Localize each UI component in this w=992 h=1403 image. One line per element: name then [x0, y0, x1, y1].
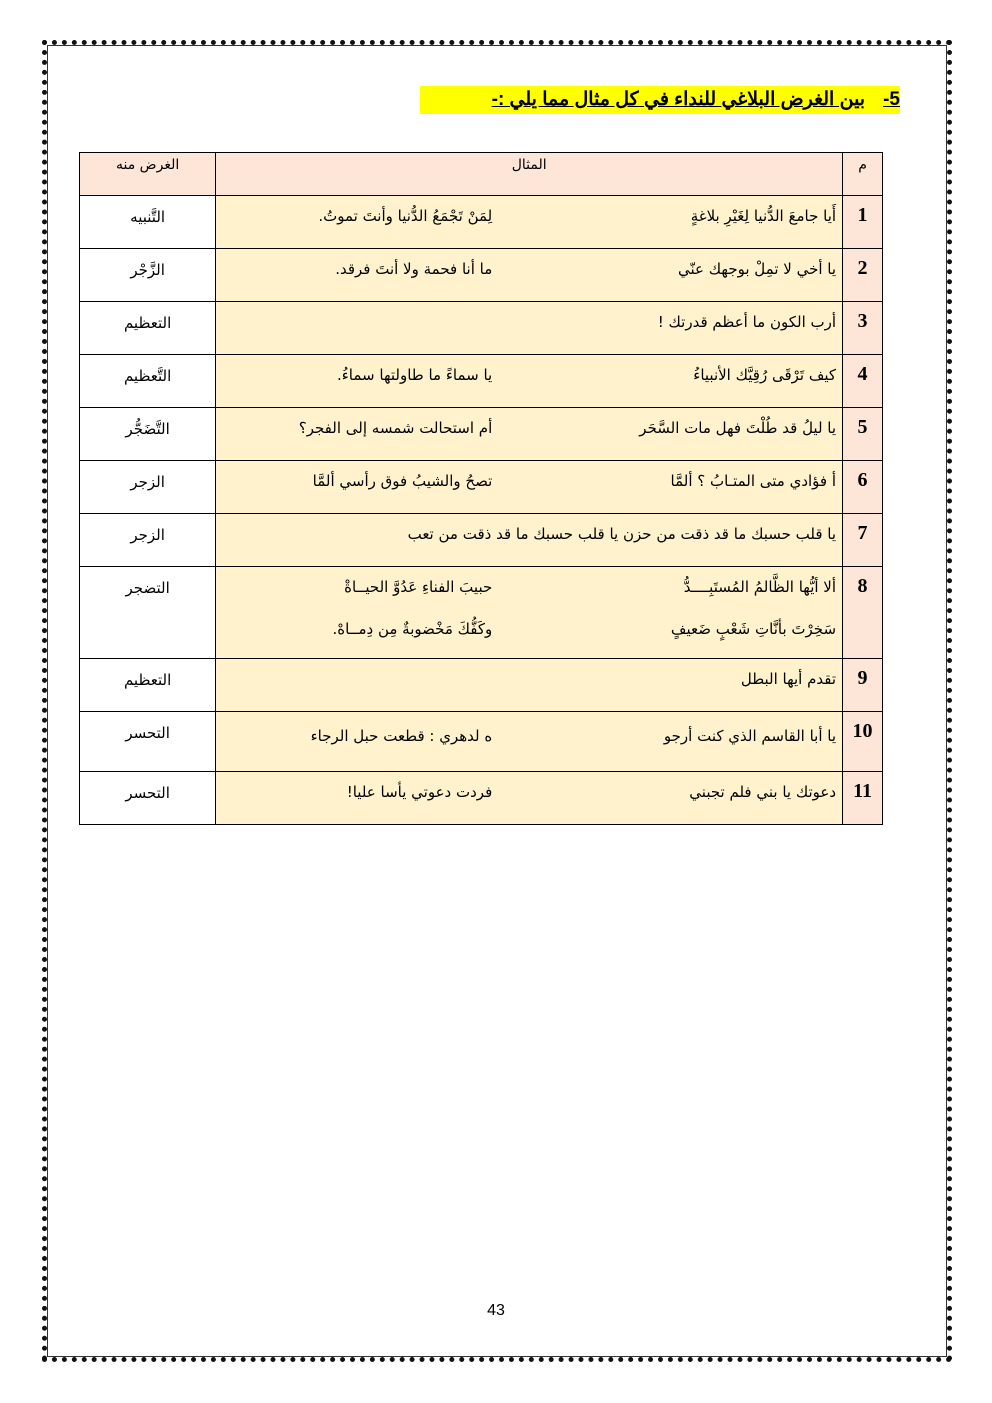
row-index: 9: [843, 659, 883, 712]
example-text: أرب الكون ما أعظم قدرتك !: [657, 313, 837, 331]
hemistich-second: فردت دعوتي يأسا عليا!: [346, 783, 493, 801]
row-purpose: التَّضَجُّر: [80, 408, 216, 461]
table-row: [80, 567, 883, 659]
row-purpose: التَّعظيم: [80, 355, 216, 408]
exercise-title: بين الغرض البلاغي للنداء في كل مثال مما يلي :-: [491, 89, 866, 110]
row-example: [216, 249, 843, 302]
hemistich-first: كيف تَرْقَى رُقِيَّك الأنبياءُ: [693, 366, 837, 384]
table-row: [80, 302, 883, 355]
table-header-row: [80, 153, 883, 196]
row-example: [216, 712, 843, 772]
row-index: 11: [843, 772, 883, 825]
row-index: 1: [843, 196, 883, 249]
header-example: المثال: [216, 153, 843, 196]
hemistich-first: سَخِرْتَ بأنَّاتِ شَعْبٍ ضَعيفٍ: [670, 620, 837, 638]
row-purpose: التعظيم: [80, 302, 216, 355]
row-example: [216, 408, 843, 461]
table-row: [80, 355, 883, 408]
hemistich-second: يا سماءً ما طاولتها سماءُ.: [336, 366, 493, 384]
table-row: [80, 461, 883, 514]
hemistich-second: أم استحالت شمسه إلى الفجر؟: [298, 419, 493, 437]
example-text: تقدم أيها البطل: [740, 670, 837, 688]
row-example: [216, 772, 843, 825]
hemistich-second: ه لدهري : قطعت حبل الرجاء: [310, 727, 493, 745]
exercise-heading: [420, 86, 900, 114]
row-purpose: الزَّجْر: [80, 249, 216, 302]
row-purpose: التحسر: [80, 712, 216, 772]
hemistich-first: ألا أيُّها الظَّالمُ المُستَبِــــدُّ: [683, 578, 837, 596]
row-purpose: التعظيم: [80, 659, 216, 712]
row-example: [216, 355, 843, 408]
row-example: [216, 514, 843, 567]
table-row: [80, 249, 883, 302]
row-example: [216, 659, 843, 712]
row-example: [216, 196, 843, 249]
row-example: [216, 461, 843, 514]
row-purpose: التَّنبيه: [80, 196, 216, 249]
row-index: 10: [843, 712, 883, 772]
hemistich-second: حبيبَ الفناءِ عَدُوَّ الحيــاةْ: [344, 578, 493, 596]
header-purpose: الغرض منه: [80, 153, 216, 196]
header-index: م: [843, 153, 883, 196]
hemistich-first: يا أبا القاسم الذي كنت أرجو: [663, 727, 837, 745]
example-text: يا قلب حسبك ما قد ذقت من حزن يا قلب حسبك ما قد ذقت من تعب: [407, 525, 837, 543]
row-purpose: التحسر: [80, 772, 216, 825]
row-purpose: التضجر: [80, 567, 216, 659]
table-row: [80, 514, 883, 567]
hemistich-first: أَيا جامعَ الدُّنيا لِغَيْرِ بلاغةٍ: [690, 207, 837, 225]
row-index: 4: [843, 355, 883, 408]
table-row: [80, 772, 883, 825]
hemistich-second: ما أنا فحمة ولا أنتَ فرقد.: [335, 260, 493, 278]
exercise-number: 5-: [883, 89, 900, 110]
hemistich-first: أ فؤادي متى المتـابُ ؟ ألمَّا: [670, 472, 837, 490]
examples-table: [79, 152, 883, 825]
row-example: [216, 567, 843, 659]
table-row: [80, 408, 883, 461]
hemistich-first: يا أخي لا تمِلْ بوجهك عنّي: [678, 260, 837, 278]
table-row: [80, 659, 883, 712]
hemistich-first: دعوتك يا بني فلم تجبني: [689, 783, 837, 801]
hemistich-first: يا ليلُ قد طُلْتَ فهل مات السَّحَر: [639, 419, 837, 437]
table-row: [80, 712, 883, 772]
hemistich-second: لِمَنْ تَجْمَعُ الدُّنيا وأنتَ تموتُ.: [318, 207, 493, 225]
row-index: 5: [843, 408, 883, 461]
row-purpose: الزجر: [80, 461, 216, 514]
hemistich-second: تصحُ والشيبُ فوق رأسي ألمَّا: [312, 472, 493, 490]
row-index: 7: [843, 514, 883, 567]
row-purpose: الزجر: [80, 514, 216, 567]
hemistich-second: وكَفُّكَ مَخْضوبةٌ مِن دِمــاهْ.: [332, 620, 493, 638]
row-example: [216, 302, 843, 355]
row-index: 2: [843, 249, 883, 302]
table-row: [80, 196, 883, 249]
row-index: 3: [843, 302, 883, 355]
row-index: 8: [843, 567, 883, 659]
row-index: 6: [843, 461, 883, 514]
page-number: 43: [487, 1302, 505, 1319]
